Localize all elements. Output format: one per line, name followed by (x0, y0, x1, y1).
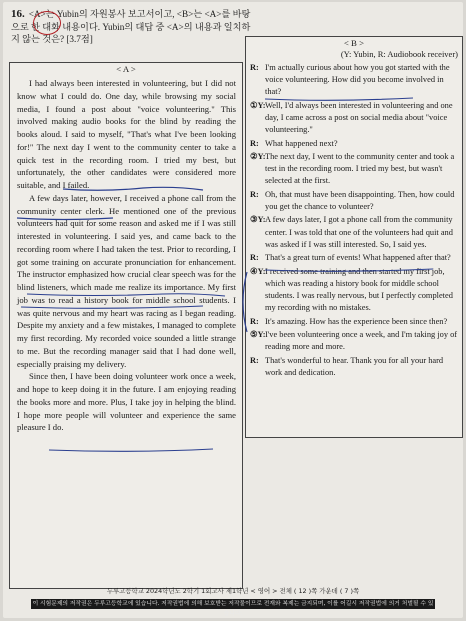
dialogue-line (250, 355, 458, 379)
dialogue-line (250, 266, 458, 315)
utterance: A few days later, I got a phone call from the community center. I was told that one of the volunteers had quit and was asked if I was still interested. So, I said yes. (265, 215, 453, 249)
dialogue-line (250, 316, 458, 328)
utterance: I've been volunteering once a week, and I'm taking joy of reading more and more. (265, 329, 458, 352)
dialogue-line (250, 214, 458, 251)
speaker: R: (250, 138, 259, 148)
speaker: ⑤Y: (250, 329, 266, 339)
question-number: 16. (11, 8, 25, 20)
speaker: ③Y: (250, 215, 266, 225)
dialogue-box-b (245, 36, 463, 438)
speaker: R: (250, 63, 259, 72)
footer-exam-info: 두루고등학교 2024학년도 2학기 1회고사 제1학년 < 영어 > 전체 ( 12 )쪽 가운데 ( 7 )쪽 (106, 587, 360, 595)
dialogue-line (250, 138, 458, 150)
dialogue-line (250, 329, 458, 353)
question-text: <A>는 Yubin의 자원봉사 보고서이고, <B>는 <A>를 바탕으로 한 대화 내용이다. Yubin의 대답 중 <A>의 내용과 일치하지 않는 것은? [3.7점] (11, 9, 251, 44)
speaker: R: (250, 189, 259, 199)
speaker: R: (250, 316, 259, 326)
dialogue (246, 60, 462, 379)
speaker: ②Y: (250, 151, 266, 161)
speaker: R: (250, 253, 259, 263)
utterance: Well, I'd always been interested in volunteering and one day, I came across a post on social media about "voice volunteering." (265, 100, 453, 135)
speaker: ①Y: (250, 100, 266, 110)
utterance: I'm actually curious about how you got started with the voice volunteering. How did you become involved in that? (265, 63, 450, 97)
utterance: That's wonderful to hear. Thank you for all your hard work and dedication. (265, 355, 444, 377)
utterance: That's a great turn of events! What happened after that? (265, 253, 451, 263)
dialogue-line (250, 252, 458, 264)
box-b-subtitle: (Y: Yubin, R: Audiobook receiver) (340, 49, 458, 59)
utterance: Oh, that must have been disappointing. Then, how could you get the chance to volunteer? (265, 189, 455, 211)
box-a-title: < A > (116, 64, 136, 74)
dialogue-line (250, 100, 458, 137)
passage-text (10, 75, 242, 434)
passage-paragraph: I had always been interested in volunteering, but I did not know what I could do. One day, while browsing my social media, I found a post about "voice volunteering." This involved making audio books for the blind by reading the books aloud. I said to myself, "That's what I've been looking for!" The next day I went to the community center to take a quick test in the recording room. I tried my best, but unfortunately, the other candidates were considered more suitable, and I failed. (17, 78, 236, 190)
dialogue-line (250, 62, 458, 99)
speaker: ④Y: (250, 266, 266, 276)
utterance: I received some training and then started my first job, which was reading a history book for middle school students. I was really nervous, but I perfectly completed my recording with no mistakes. (265, 266, 453, 313)
passage-paragraph: A few days later, however, I received a phone call from the community center clerk. He mentioned one of the previous volunteers had quit for some reason and asked me if I was still interested in volunteering. I said yes, and came back to the recording room where I had taken the test. Prior to recording, I got some training on accurate pronunciation for enhancement. The instructor emphasized how crucial clear speech was for the blind listeners, which made me realize its importance. My first job was to read a history book for middle school students. I was quite nervous and my heart was racing as I began reading. Despite my anxiety and a few mistakes, I managed to complete my first recording. My recorded voice sounded a little strange to me. But the recording manager said that I had done well, especially praising my delivery. (17, 192, 236, 369)
exam-sheet (3, 2, 463, 618)
dialogue-line (250, 151, 458, 188)
utterance: What happened next? (265, 138, 338, 148)
passage-box-a (9, 62, 243, 589)
utterance: The next day, I went to the community center and took a test in the recording room. I tried my best, but wasn't selected at the first. (265, 151, 455, 186)
box-b-title: < B > (343, 38, 365, 48)
footer-copyright: 이 시험문제의 저작권은 두루고등학교에 있습니다. 저작권법에 의해 보호받는 저작물이므로 전재와 복제는 금지되며, 이를 어길시 저작권법에 의거 처벌될 수 있습니다. (32, 601, 434, 617)
red-circle-mark (33, 11, 61, 35)
utterance: It's amazing. How has the experience been since then? (265, 316, 448, 326)
passage-paragraph: Since then, I have been doing volunteer work once a week, and hope to keep doing it in the future. I am enjoying reading the books more and more. Plus, I take joy in helping the blind. I hope more people will volunteer and experience the same pleasure I do. (17, 371, 236, 433)
speaker: R: (250, 355, 259, 365)
dialogue-line (250, 189, 458, 213)
